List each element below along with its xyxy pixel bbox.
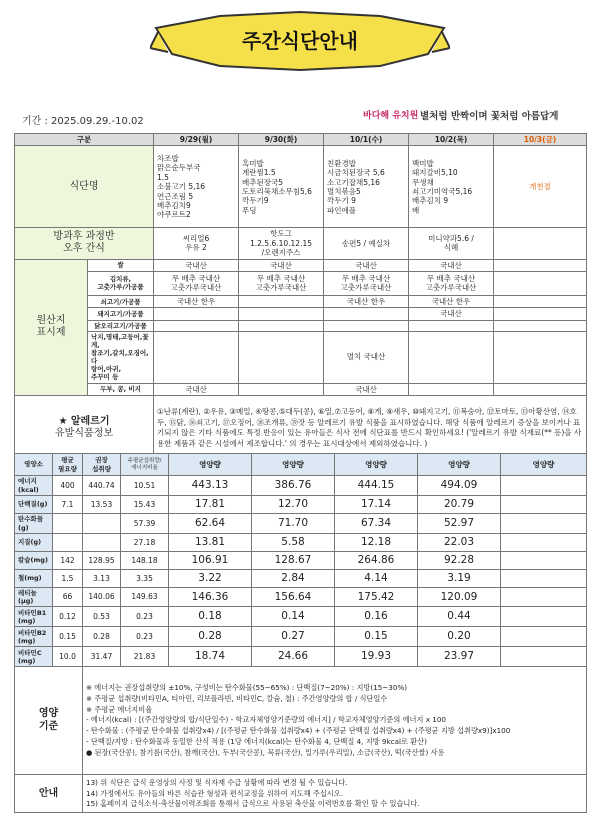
weekly-avg-value: 15.43 xyxy=(121,496,169,514)
nutrient-amount: 71.70 xyxy=(252,514,335,534)
origin-value xyxy=(239,331,324,383)
nutrient-amount: 386.76 xyxy=(252,476,335,496)
origin-value xyxy=(154,308,239,320)
day-header: 10/2(목) xyxy=(409,134,494,146)
nutrient-amount: 0.44 xyxy=(418,607,501,627)
origin-value xyxy=(154,331,239,383)
origin-value xyxy=(324,320,409,331)
nutrient-amount: 23.97 xyxy=(418,647,501,667)
weekly-avg-value: 10.51 xyxy=(121,476,169,496)
nutrient-amount: 494.09 xyxy=(418,476,501,496)
day-header: 9/29(월) xyxy=(154,134,239,146)
menu-table xyxy=(14,133,587,462)
recommended-value: 31.47 xyxy=(83,647,121,667)
nutrient-amount: 18.74 xyxy=(169,647,252,667)
origin-label xyxy=(15,259,88,395)
avg-need-value: 400 xyxy=(53,476,83,496)
nutrient-amount: 4.14 xyxy=(335,570,418,588)
nutrition-table xyxy=(14,453,587,813)
recommended-value: 3.13 xyxy=(83,570,121,588)
origin-value: 무 배추 국내산 고춧가루국내산 xyxy=(409,271,494,295)
nutrient-amount: 22.03 xyxy=(418,534,501,552)
amount-header: 영양량 xyxy=(418,454,501,476)
nutrient-amount: 12.18 xyxy=(335,534,418,552)
nutrient-amount xyxy=(501,476,587,496)
weekly-avg-value: 57.39 xyxy=(121,514,169,534)
nutrient-row xyxy=(15,607,587,627)
origin-value: 멸치 국내산 xyxy=(324,331,409,383)
allergy-info: ①난류(계란), ②우유, ③메밀, ④땅콩,⑤대두(콩), ⑥밀,⑦고등어, ⑧게, ⑨새우, ⑩돼지고기, ⑪복숭아, ⑫토마토, ⑬아황산염, ⑭호두, ⑮닭, ⑯쇠고기, ⑰오징어, ⑱조개류, ⑲잣 등 알레르기 유발 식품을 표시하였습니다. 해당 식품에 알레르기 증상을 보이거나 표기되지 않은 기타 식품에도 특정 반응이 있는 유아들은 식사 전에 식단표를 반드시 확인하세요! ('알레르기 유발 식재료(** 등)을 사용한 제품과 같은 시설에서 제조합니다.' 의 경우는 표시대상에서 제외하였습니다. ) xyxy=(154,395,587,461)
nutrient-amount: 3.22 xyxy=(169,570,252,588)
slogan: 별처럼 반짝이며 꽃처럼 아름답게 xyxy=(420,111,559,122)
snack-cell: 핫도그1.2.5.6.10.12.15 /오렌지주스 xyxy=(239,228,324,259)
nutrient-amount: 106.91 xyxy=(169,552,252,570)
nutrient-amount: 24.66 xyxy=(252,647,335,667)
avg-need-value: 66 xyxy=(53,588,83,607)
origin-value xyxy=(409,320,494,331)
snack-label-line2: 오후 간식 xyxy=(63,243,105,255)
origin-value xyxy=(409,383,494,395)
origin-value xyxy=(239,320,324,331)
nutrient-amount: 20.79 xyxy=(418,496,501,514)
nutrient-amount: 128.67 xyxy=(252,552,335,570)
title-banner xyxy=(150,8,450,74)
amount-header: 영양량 xyxy=(252,454,335,476)
nutrient-amount: 146.36 xyxy=(169,588,252,607)
amount-header: 영양량 xyxy=(169,454,252,476)
day-header-holiday: 10/3(금) xyxy=(494,134,587,146)
origin-value: 무 배추 국내산 고춧가루국내산 xyxy=(154,271,239,295)
nutrient-name: 에너지 (kcal) xyxy=(15,476,53,496)
snack-cell xyxy=(494,228,587,259)
origin-value: 국내산 xyxy=(324,259,409,271)
nutrient-amount: 0.14 xyxy=(252,607,335,627)
nutrient-amount: 17.81 xyxy=(169,496,252,514)
nutrient-amount xyxy=(501,570,587,588)
nutrient-amount xyxy=(501,496,587,514)
origin-value: 무 배추 국내산 고춧가루국내산 xyxy=(239,271,324,295)
snack-label xyxy=(15,228,154,259)
nutrient-amount xyxy=(501,534,587,552)
criteria-text: ※ 에너지는 권장섭취량의 ±10%, 구성비는 탄수화물(55~65%) : 단백질(7~20%) : 지방(15~30%) ※ 주평균 섭취량(비타민A, 티아민, 리보플라빈, 비타민C, 칼슘, 철) : 주간영양량의 합 / 식단일수 ※ 주평균 에너지비율 - 에너지(kcal) : [(주간영양량의 합/식단일수) - 학교자체영양기준량의 에너지] / 학교자체영양기준의 에너지 x 100 - 탄수화물 : (주평균 탄수화물 섭취량x4) / [(주평균 탄수화물 섭취량x4) + (주평균 단백질 섭취량x4) + (주평균 지방 섭취량x9)]x100 - 단백질/지방 : 탄수화물과 동일한 산식 적용 (1당 에너지(kcal)는 탄수화물 4, 단백질 4, 지방 9kcal로 환산) ● 된장(국산콩), 참기름(국산), 참깨(국산), 두부(국산콩), 묵류(국산), 밀가루(우리밀), 소금(국산), 떡(국산쌀) 사용 xyxy=(83,667,587,775)
nutrient-row xyxy=(15,627,587,647)
avg-need-value: 0.12 xyxy=(53,607,83,627)
nutrient-amount: 264.86 xyxy=(335,552,418,570)
meal-cell: 친환경밥 시금치된장국 5,6 소고기잡채5,16 멸치볶음5 깍두기 9 파인애플 xyxy=(324,146,409,228)
allergy-label xyxy=(15,395,154,461)
guide-label: 안내 xyxy=(15,775,83,813)
origin-value: 국내산 xyxy=(324,383,409,395)
snack-cell: 송편5 / 예실차 xyxy=(324,228,409,259)
allergy-label-line2: 유발식품정보 xyxy=(55,428,113,440)
origin-value: 무 배추 국내산 고춧가루국내산 xyxy=(324,271,409,295)
nutrient-amount: 0.16 xyxy=(335,607,418,627)
origin-item: 김치류, 고춧가루/가공품 xyxy=(88,271,154,295)
nutrient-amount: 0.18 xyxy=(169,607,252,627)
avg-need-header: 평균 필요량 xyxy=(53,454,83,476)
weekly-avg-header: 주평균섭취량/ 에너지비율 xyxy=(121,454,169,476)
nutrient-name: 칼슘(mg) xyxy=(15,552,53,570)
nutrient-amount xyxy=(501,627,587,647)
nutrient-name: 비타민B1 (mg) xyxy=(15,607,53,627)
meal-cell: 백미밥 돼지갈비5,10 무생채 쇠고기미역국5,16 배추김치 9 배 xyxy=(409,146,494,228)
nutrient-amount: 156.64 xyxy=(252,588,335,607)
origin-value: 국내산 xyxy=(239,259,324,271)
recommended-value: 128.95 xyxy=(83,552,121,570)
recommended-value xyxy=(83,514,121,534)
weekly-avg-value: 27.18 xyxy=(121,534,169,552)
avg-need-value: 0.15 xyxy=(53,627,83,647)
nutrient-row xyxy=(15,647,587,667)
origin-value: 국내산 한우 xyxy=(409,295,494,307)
weekly-avg-value: 148.18 xyxy=(121,552,169,570)
origin-value: 국내산 한우 xyxy=(154,295,239,307)
avg-need-value xyxy=(53,534,83,552)
day-header: 9/30(화) xyxy=(239,134,324,146)
nutrient-amount xyxy=(501,647,587,667)
origin-value xyxy=(324,308,409,320)
nutrient-amount: 67.34 xyxy=(335,514,418,534)
recommended-value: 0.28 xyxy=(83,627,121,647)
nutrient-row xyxy=(15,496,587,514)
nutrient-amount: 13.81 xyxy=(169,534,252,552)
origin-value: 국내산 xyxy=(154,259,239,271)
amount-header: 영양량 xyxy=(335,454,418,476)
nutrient-row xyxy=(15,514,587,534)
nutrient-amount: 2.84 xyxy=(252,570,335,588)
avg-need-value: 1.5 xyxy=(53,570,83,588)
recommended-value: 0.53 xyxy=(83,607,121,627)
origin-value: 국내산 xyxy=(154,383,239,395)
avg-need-value xyxy=(53,514,83,534)
page-title: 주간식단안내 xyxy=(242,29,358,53)
nutrient-amount: 443.13 xyxy=(169,476,252,496)
meal-cell: 차조밥 맑은순두부국 1.5 소불고기 5,16 연근조림 5 배추김치9 야쿠르트2 xyxy=(154,146,239,228)
nutrient-row xyxy=(15,588,587,607)
nutrient-row xyxy=(15,552,587,570)
origin-value xyxy=(239,383,324,395)
origin-item: 두부, 콩, 비지 xyxy=(88,383,154,395)
nutrient-amount: 120.09 xyxy=(418,588,501,607)
guide-text: 13) 위 식단은 급식 운영상의 사정 및 식자재 수급 상황에 따라 변경 될 수 있습니다. 14) 가정에서도 유아들의 바른 식습관 형성과 편식교정을 위하여 지도해 주십시오. 15) 홈페이지 급식소식-축산물이력조회를 통해서 급식으로 사용된 축산물 이력번호를 확인 할 수 있습니다. xyxy=(83,775,587,813)
recommended-value: 440.74 xyxy=(83,476,121,496)
nutrient-amount: 0.20 xyxy=(418,627,501,647)
nutrient-amount xyxy=(501,552,587,570)
amount-header: 영양량 xyxy=(501,454,587,476)
origin-label-line2: 표시제 xyxy=(36,327,66,339)
nutrient-amount: 0.27 xyxy=(252,627,335,647)
origin-value xyxy=(239,295,324,307)
origin-value: 국내산 xyxy=(409,259,494,271)
nutrient-amount: 0.15 xyxy=(335,627,418,647)
avg-need-value: 7.1 xyxy=(53,496,83,514)
weekly-avg-value: 21.83 xyxy=(121,647,169,667)
weekly-avg-value: 0.23 xyxy=(121,607,169,627)
period-label: 기간 : 2025.09.29.-10.02 xyxy=(22,116,144,127)
day-header: 10/1(수) xyxy=(324,134,409,146)
nutrient-amount xyxy=(501,607,587,627)
origin-value: 국내산 한우 xyxy=(324,295,409,307)
nutrient-name: 비타민C (mg) xyxy=(15,647,53,667)
nutrient-amount: 0.28 xyxy=(169,627,252,647)
criteria-label: 영양 기준 xyxy=(15,667,83,775)
nutrient-amount xyxy=(501,588,587,607)
snack-cell: 씨리얼6 우유 2 xyxy=(154,228,239,259)
nutrient-amount: 52.97 xyxy=(418,514,501,534)
nutrient-name: 철(mg) xyxy=(15,570,53,588)
avg-need-value: 10.0 xyxy=(53,647,83,667)
recommended-value: 140.06 xyxy=(83,588,121,607)
avg-need-value: 142 xyxy=(53,552,83,570)
weekly-avg-value: 3.35 xyxy=(121,570,169,588)
nutrient-amount: 175.42 xyxy=(335,588,418,607)
snack-cell: 미니약과5.6 / 식혜 xyxy=(409,228,494,259)
nutrient-row xyxy=(15,570,587,588)
origin-item: 낙지,명태,고등어,꽃게, 참조기,갈치,오징어,다 랑어,아귀, 주꾸미 등 xyxy=(88,331,154,383)
nutrient-name: 단백질(g) xyxy=(15,496,53,514)
nutrient-name: 비타민B2 (mg) xyxy=(15,627,53,647)
nutrient-amount: 5.58 xyxy=(252,534,335,552)
origin-value: 국내산 xyxy=(409,308,494,320)
nutrient-header: 영양소 xyxy=(15,454,53,476)
nutrient-name: 탄수화물 (g) xyxy=(15,514,53,534)
recommended-value xyxy=(83,534,121,552)
allergy-label-line1: ★ 알레르기 xyxy=(58,415,110,427)
nutrient-amount: 19.93 xyxy=(335,647,418,667)
nutrient-amount: 92.28 xyxy=(418,552,501,570)
snack-label-line1: 방과후 과정반 xyxy=(53,230,115,242)
nutrient-amount: 62.64 xyxy=(169,514,252,534)
origin-item: 닭오리고기/가공품 xyxy=(88,320,154,331)
nutrient-name: 레티놀(μg) xyxy=(15,588,53,607)
nutrient-row xyxy=(15,476,587,496)
nutrient-amount: 17.14 xyxy=(335,496,418,514)
origin-item: 쌀 xyxy=(88,259,154,271)
nutrient-amount: 12.70 xyxy=(252,496,335,514)
meal-label: 식단명 xyxy=(15,146,154,228)
origin-item: 돼지고기/가공품 xyxy=(88,308,154,320)
weekly-avg-value: 149.63 xyxy=(121,588,169,607)
origin-value xyxy=(154,320,239,331)
nutrient-name: 지질(g) xyxy=(15,534,53,552)
weekly-avg-value: 0.23 xyxy=(121,627,169,647)
nutrient-amount: 3.19 xyxy=(418,570,501,588)
nutrient-amount xyxy=(501,514,587,534)
origin-value xyxy=(239,308,324,320)
origin-value xyxy=(409,331,494,383)
corner-header: 구분 xyxy=(15,134,154,146)
recommended-header: 권장 섭취량 xyxy=(83,454,121,476)
nutrient-row xyxy=(15,534,587,552)
origin-label-line1: 원산지 xyxy=(36,314,66,326)
holiday-cell: 개천절 xyxy=(494,146,587,228)
meal-cell: 흑미밥 계란찜1.5 배추된장국5 도토리묵채소무침5,6 깍두기9 푸딩 xyxy=(239,146,324,228)
school-logo: 바다해 유치원 xyxy=(363,111,419,121)
origin-item: 쇠고기/가공품 xyxy=(88,295,154,307)
nutrient-amount: 444.15 xyxy=(335,476,418,496)
recommended-value: 13.53 xyxy=(83,496,121,514)
